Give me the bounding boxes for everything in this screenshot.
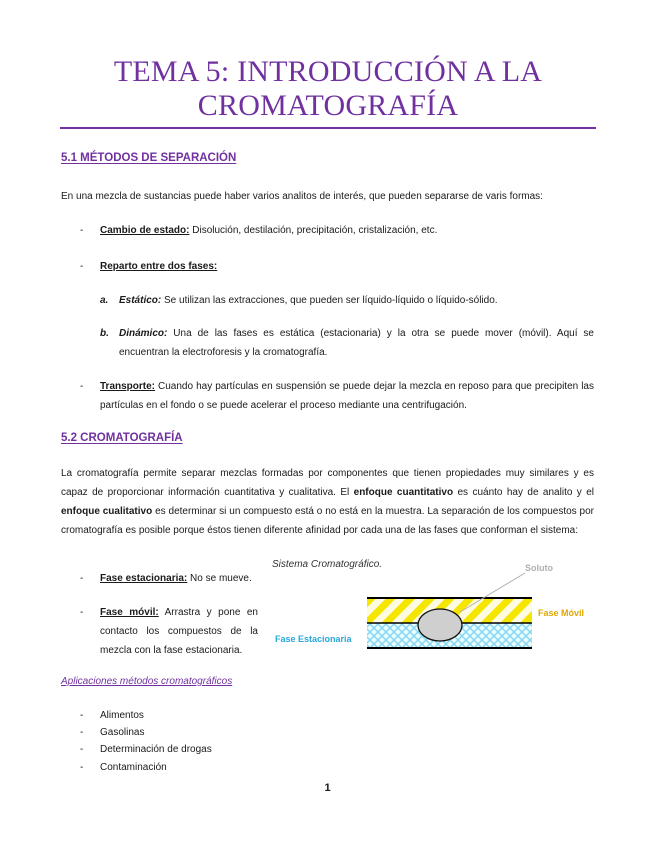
item-transporte-label: Transporte: bbox=[100, 381, 156, 392]
bullet-dash: - bbox=[80, 573, 84, 584]
item-dinamico-letter: b. bbox=[100, 328, 109, 339]
item-cambio-text: Disolución, destilación, precipitación, cristalización, etc. bbox=[189, 225, 438, 236]
fase-estacionaria-text: No se mueve. bbox=[187, 573, 252, 584]
bullet-dash: - bbox=[80, 744, 84, 755]
fase-movil-label: Fase móvil: bbox=[100, 607, 159, 618]
section-1-heading: 5.1 MÉTODOS DE SEPARACIÓN bbox=[61, 152, 237, 164]
item-fase-estacionaria bbox=[100, 569, 260, 588]
para-text-1: La cromatografía permite separar mezclas formadas por componentes que tienen propiedades muy similares y es capaz de proporcionar información cuantitativa y cualitativa. El bbox=[61, 468, 594, 498]
list-item: Gasolinas bbox=[100, 727, 145, 738]
enfoque-cualitativo: enfoque cualitativo bbox=[61, 506, 153, 517]
section-1-intro: En una mezcla de sustancias puede haber varios analitos de interés, que pueden separarse de varis formas: bbox=[61, 191, 543, 202]
item-fase-movil bbox=[100, 603, 258, 660]
item-transporte-text: Cuando hay partículas en suspensión se puede dejar la mezcla en reposo para que precipiten las partículas en el fondo o se puede acelerar el proceso mediante una centrifugación. bbox=[100, 381, 594, 411]
fase-movil-text: Arrastra y pone en contacto los compuestos de la mezcla con la fase estacionaria. bbox=[100, 607, 258, 656]
aplicaciones-heading: Aplicaciones métodos cromatográficos bbox=[61, 676, 233, 687]
item-estatico-letter: a. bbox=[100, 295, 109, 306]
item-estatico-text: Se utilizan las extracciones, que pueden ser líquido-líquido o líquido-sólido. bbox=[161, 295, 498, 306]
bullet-dash: - bbox=[80, 762, 84, 773]
item-reparto-label: Reparto entre dos fases: bbox=[100, 261, 218, 272]
bullet-dash: - bbox=[80, 225, 84, 236]
fase-estacionaria-label: Fase estacionaria: bbox=[100, 573, 188, 584]
page-number: 1 bbox=[324, 782, 331, 794]
item-dinamico bbox=[119, 324, 594, 362]
stationary-phase-label: Fase Estacionaria bbox=[275, 634, 352, 644]
item-reparto bbox=[100, 257, 600, 276]
page-title bbox=[60, 55, 596, 123]
bullet-dash: - bbox=[80, 381, 84, 392]
item-cambio-estado bbox=[100, 221, 600, 240]
list-item: Alimentos bbox=[100, 710, 144, 721]
bullet-dash: - bbox=[80, 727, 84, 738]
title-divider bbox=[60, 127, 596, 129]
section-2-paragraph bbox=[61, 464, 594, 540]
item-estatico-label: Estático: bbox=[119, 295, 162, 306]
item-dinamico-text: Una de las fases es estática (estacionaria) y la otra se puede mover (móvil). Aquí se encuentran la electroforesis y la cromatografía. bbox=[119, 328, 594, 358]
bullet-dash: - bbox=[80, 710, 84, 721]
solute-label: Soluto bbox=[525, 563, 553, 573]
mobile-phase-label: Fase Móvil bbox=[538, 608, 585, 618]
bullet-dash: - bbox=[80, 261, 84, 272]
enfoque-cuantitativo: enfoque cuantitativo bbox=[353, 487, 454, 498]
para-text-2: es cuánto hay de analito y el bbox=[453, 487, 595, 498]
list-item: Determinación de drogas bbox=[100, 744, 212, 755]
figure-title: Sistema Cromatográfico. bbox=[272, 559, 383, 570]
item-dinamico-label: Dinámico: bbox=[119, 328, 168, 339]
item-estatico bbox=[119, 291, 599, 310]
chromatography-figure bbox=[270, 556, 600, 666]
list-item: Contaminación bbox=[100, 762, 167, 773]
solute-blob bbox=[418, 609, 462, 641]
section-2-heading: 5.2 CROMATOGRAFÍA bbox=[61, 432, 183, 444]
para-text-3: es determinar si un compuesto está o no está en la muestra. La separación de los compuestos por cromatografía es posible porque éstos tienen diferente afinidad por cada una de las fases que conforman el sistema: bbox=[61, 506, 595, 536]
item-cambio-label: Cambio de estado: bbox=[100, 225, 190, 236]
title-line-1: TEMA 5: INTRODUCCIÓN A LA bbox=[113, 55, 543, 88]
bullet-dash: - bbox=[80, 607, 84, 618]
item-transporte bbox=[100, 377, 594, 415]
title-line-2: CROMATOGRAFÍA bbox=[197, 89, 459, 122]
